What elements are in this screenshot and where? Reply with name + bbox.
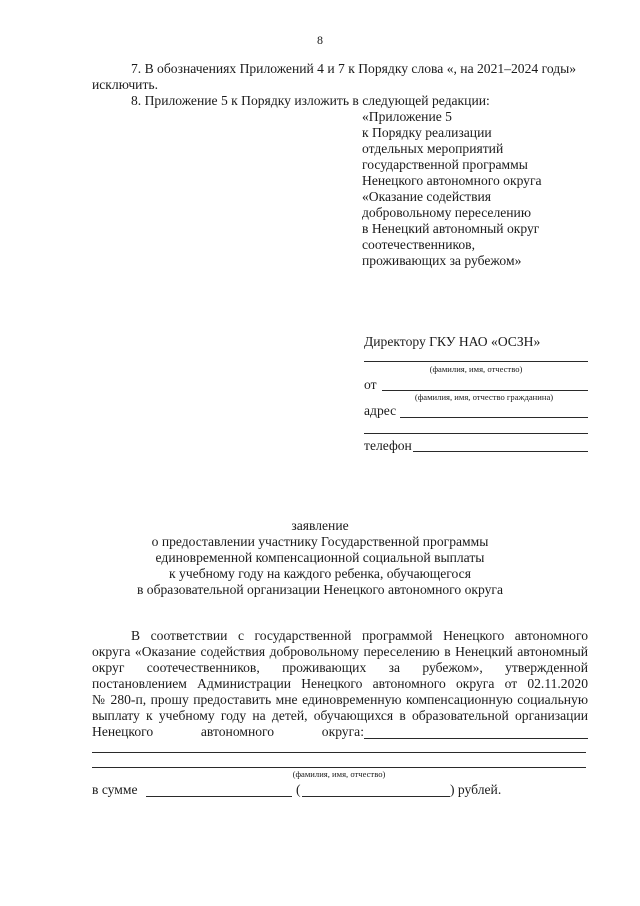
rubles-label: ) рублей. — [450, 782, 502, 797]
phone-line[interactable] — [413, 451, 588, 452]
statement-subtitle-line: в образовательной организации Ненецкого автономного округа — [136, 582, 504, 597]
appendix-header-line: Ненецкого автономного округа — [362, 173, 542, 188]
fio-line[interactable] — [364, 361, 588, 362]
statement-subtitle-line: единовременной компенсационной социальной выплаты — [155, 550, 485, 565]
from-label: от — [364, 377, 377, 392]
appendix-header-line: соотечественников, — [362, 237, 475, 252]
from-line[interactable] — [382, 390, 588, 391]
body-line: округа «Оказание содействия добровольному переселению в Ненецкий автономный — [92, 644, 588, 659]
fio-caption: (фамилия, имя, отчество) — [429, 364, 523, 374]
body-line: округ соотечественников, проживающих за рубежом», утвержденной — [92, 660, 588, 675]
open-paren: ( — [296, 782, 301, 797]
children-line-1[interactable] — [92, 752, 586, 753]
citizen-caption: (фамилия, имя, отчество гражданина) — [414, 392, 554, 402]
addressee-director: Директору ГКУ НАО «ОСЗН» — [364, 334, 541, 349]
body-line: постановлением Администрации Ненецкого автономного округа от 02.11.2020 — [92, 676, 588, 691]
address-label: адрес — [364, 403, 397, 418]
appendix-header-line: в Ненецкий автономный округ — [362, 221, 540, 236]
sum-label: в сумме — [92, 782, 138, 797]
statement-subtitle-line: о предоставлении участнику Государственной программы — [151, 534, 489, 549]
body-line: В соответствии с государственной программой Ненецкого автономного — [131, 628, 588, 643]
item-7-line-2: исключить. — [92, 77, 158, 92]
statement-title: заявление — [291, 518, 349, 533]
address-line-1[interactable] — [400, 417, 588, 418]
appendix-header — [362, 109, 542, 269]
appendix-header-line: «Приложение 5 — [362, 109, 452, 124]
item-7-line-1: 7. В обозначениях Приложений 4 и 7 к Порядку слова «, на 2021–2024 годы» — [131, 61, 577, 76]
appendix-header-line: к Порядку реализации — [362, 125, 492, 140]
appendix-header-line: отдельных мероприятий — [362, 141, 504, 156]
address-line-2[interactable] — [364, 433, 588, 434]
appendix-header-line: проживающих за рубежом» — [362, 253, 522, 268]
sum-words-line[interactable] — [302, 796, 450, 797]
children-fio-caption: (фамилия, имя, отчество) — [292, 769, 386, 779]
region-line[interactable] — [364, 738, 588, 739]
appendix-header-line: государственной программы — [362, 157, 528, 172]
appendix-header-line: «Оказание содействия — [362, 189, 492, 204]
children-line-2[interactable] — [92, 767, 586, 768]
page-number: 8 — [317, 33, 323, 47]
item-8: 8. Приложение 5 к Порядку изложить в следующей редакции: — [131, 93, 490, 108]
body-line: выплату к учебному году на детей, обучающихся в образовательной организации — [92, 708, 588, 723]
phone-label: телефон — [364, 438, 412, 453]
appendix-header-line: добровольному переселению — [362, 205, 531, 220]
body-line: № 280-п, прошу предоставить мне единовременную компенсационную социальную — [92, 692, 588, 707]
sum-digits-line[interactable] — [146, 796, 292, 797]
statement-subtitle-line: к учебному году на каждого ребенка, обучающегося — [169, 566, 471, 581]
body-line-last: Ненецкого автономного округа: — [92, 724, 364, 739]
